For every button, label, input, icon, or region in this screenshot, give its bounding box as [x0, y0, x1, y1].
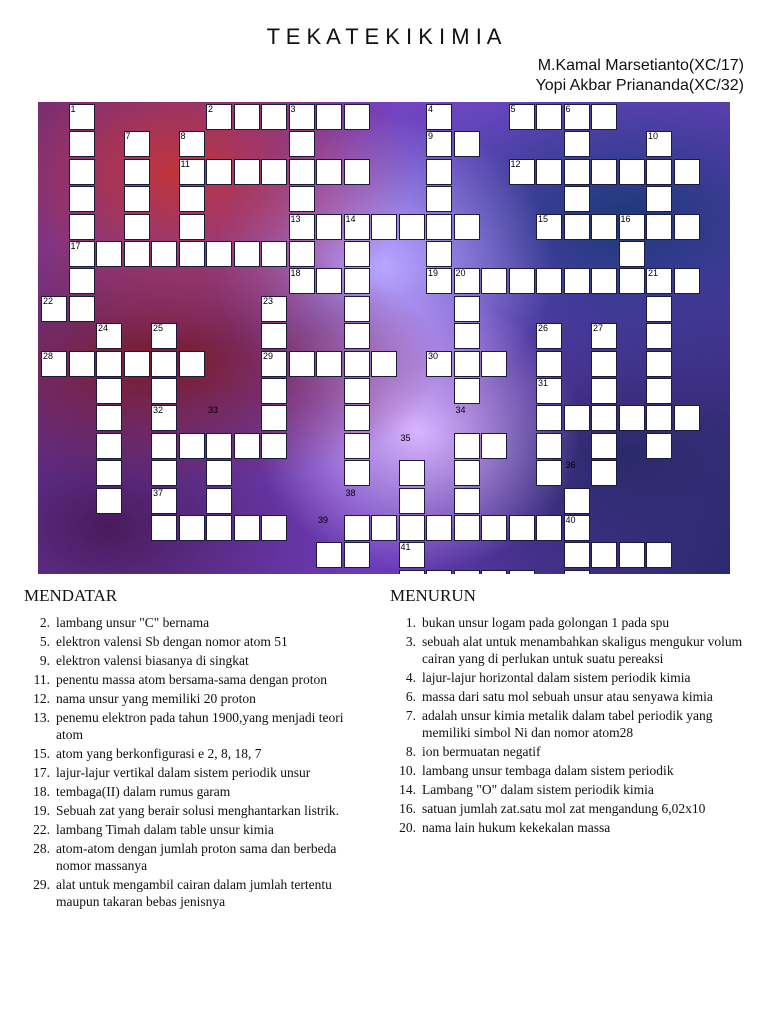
crossword-cell[interactable]	[509, 268, 535, 294]
crossword-cell[interactable]	[289, 159, 315, 185]
crossword-cell[interactable]	[646, 542, 672, 568]
crossword-cell[interactable]	[234, 104, 260, 130]
crossword-cell[interactable]	[426, 186, 452, 212]
authors	[536, 56, 744, 96]
crossword-cell[interactable]	[646, 186, 672, 212]
clue-number: 36	[565, 460, 576, 471]
clue-number: 10	[648, 131, 659, 142]
clue-text: atom yang berkonfigurasi e 2, 8, 18, 7	[56, 746, 262, 761]
crossword-cell[interactable]	[591, 351, 617, 377]
crossword-cell[interactable]	[96, 241, 122, 267]
clue-number: 29.	[33, 877, 50, 892]
crossword-cell[interactable]	[69, 296, 95, 322]
clue-text: lambang unsur "C" bernama	[56, 615, 210, 630]
crossword-cell[interactable]	[151, 515, 177, 541]
clue-number: 15	[538, 213, 549, 224]
crossword-cell[interactable]	[206, 488, 232, 514]
down-clue	[390, 800, 750, 817]
crossword-cell[interactable]	[151, 460, 177, 486]
clue-text: nama lain hukum kekekalan massa	[422, 820, 611, 835]
clue-number: 12	[510, 158, 521, 169]
crossword-cell[interactable]	[179, 241, 205, 267]
crossword-cell[interactable]	[344, 433, 370, 459]
down-clue	[390, 614, 750, 631]
crossword-cell[interactable]	[591, 405, 617, 431]
crossword-cell[interactable]	[536, 433, 562, 459]
clue-number: 1	[70, 104, 76, 114]
clue-text: Sebuah zat yang berair solusi menghantarkan listrik.	[56, 803, 340, 818]
across-clue	[24, 802, 364, 819]
across-clue	[24, 876, 364, 910]
across-clue	[24, 840, 364, 874]
clue-number: 11.	[33, 672, 50, 687]
crossword-cell[interactable]	[481, 433, 507, 459]
clue-number: 7.	[405, 708, 416, 723]
clue-number: 4.	[405, 670, 416, 685]
crossword-cell[interactable]	[69, 268, 95, 294]
crossword-cell[interactable]	[344, 241, 370, 267]
down-clue	[390, 743, 750, 760]
crossword-cell[interactable]	[206, 433, 232, 459]
clue-number: 20	[455, 268, 466, 279]
crossword-cell[interactable]	[261, 515, 287, 541]
crossword-cell[interactable]	[591, 214, 617, 240]
clue-text: lajur-lajur vertikal dalam sistem periodik unsur	[56, 765, 311, 780]
crossword-cell[interactable]	[591, 378, 617, 404]
crossword-cell[interactable]	[344, 268, 370, 294]
clue-number: 22	[43, 295, 54, 306]
clue-text: alat untuk mengambil cairan dalam jumlah tertentu maupun takaran bebas jenisnya	[56, 877, 332, 909]
crossword-cell[interactable]	[344, 296, 370, 322]
crossword-cell[interactable]	[371, 515, 397, 541]
crossword-cell[interactable]	[509, 570, 535, 574]
crossword-cell[interactable]	[151, 433, 177, 459]
crossword-cell[interactable]	[591, 159, 617, 185]
crossword-cell[interactable]	[344, 351, 370, 377]
crossword-cell[interactable]	[399, 488, 425, 514]
clue-text: bukan unsur logam pada golongan 1 pada spu	[422, 615, 670, 630]
clue-number: 37	[153, 487, 164, 498]
crossword-cell[interactable]	[69, 214, 95, 240]
across-heading: MENDATAR	[24, 586, 118, 605]
crossword-cell[interactable]	[344, 405, 370, 431]
down-clue	[390, 819, 750, 836]
crossword-cell[interactable]	[454, 433, 480, 459]
crossword-cell[interactable]	[179, 186, 205, 212]
crossword-cell[interactable]	[646, 378, 672, 404]
crossword-cell[interactable]	[261, 433, 287, 459]
clue-number: 9	[428, 131, 434, 142]
down-clue	[390, 781, 750, 798]
crossword-cell[interactable]	[289, 351, 315, 377]
clue-number: 2.	[39, 615, 50, 630]
crossword-cell[interactable]	[536, 405, 562, 431]
clue-number: 41	[400, 542, 411, 553]
crossword-cell[interactable]	[564, 488, 590, 514]
crossword-cell[interactable]	[564, 268, 590, 294]
crossword-cell[interactable]	[674, 405, 700, 431]
crossword-cell[interactable]	[426, 515, 452, 541]
clue-number: 2	[208, 104, 214, 114]
crossword-cell[interactable]	[591, 542, 617, 568]
clue-number: 17	[70, 241, 81, 251]
clue-number: 27	[593, 323, 604, 334]
crossword-cell[interactable]	[426, 570, 452, 574]
across-clues	[24, 586, 364, 912]
crossword-cell[interactable]	[344, 323, 370, 349]
clue-text: lajur-lajur horizontal dalam sistem periodik kimia	[422, 670, 691, 685]
crossword-cell[interactable]	[344, 515, 370, 541]
crossword-grid	[38, 102, 730, 574]
crossword-cell[interactable]	[96, 378, 122, 404]
crossword-cell[interactable]	[481, 268, 507, 294]
crossword-cell[interactable]	[646, 405, 672, 431]
crossword-cell[interactable]	[261, 241, 287, 267]
crossword-cell[interactable]	[564, 131, 590, 157]
clue-text: tembaga(II) dalam rumus garam	[56, 784, 231, 799]
crossword-cell[interactable]	[344, 159, 370, 185]
clue-number: 39	[318, 515, 329, 525]
across-clue	[24, 614, 364, 631]
down-clue	[390, 633, 750, 667]
crossword-cell[interactable]	[261, 405, 287, 431]
crossword-cell[interactable]	[481, 570, 507, 574]
crossword-cell[interactable]	[426, 214, 452, 240]
across-clue	[24, 783, 364, 800]
crossword-cell[interactable]	[674, 159, 700, 185]
crossword-cell[interactable]	[426, 241, 452, 267]
clue-text: nama unsur yang memiliki 20 proton	[56, 691, 256, 706]
crossword-cell[interactable]	[619, 268, 645, 294]
clue-text: lambang unsur tembaga dalam sistem periodik	[422, 763, 674, 778]
crossword-cell[interactable]	[509, 515, 535, 541]
crossword-cell[interactable]	[591, 104, 617, 130]
across-clue	[24, 745, 364, 762]
clue-text: atom-atom dengan jumlah proton sama dan berbeda nomor massanya	[56, 841, 337, 873]
crossword-cell[interactable]	[646, 323, 672, 349]
crossword-cell[interactable]	[344, 378, 370, 404]
crossword-cell[interactable]	[234, 241, 260, 267]
clue-number: 8.	[405, 744, 416, 759]
crossword-cell[interactable]	[371, 351, 397, 377]
crossword-cell[interactable]	[124, 186, 150, 212]
crossword-cell[interactable]	[454, 460, 480, 486]
crossword-cell[interactable]	[399, 214, 425, 240]
down-clue	[390, 707, 750, 741]
clue-number: 17.	[33, 765, 50, 780]
crossword-cell[interactable]	[564, 405, 590, 431]
clue-number: 14.	[399, 782, 416, 797]
crossword-cell[interactable]	[536, 515, 562, 541]
clue-number: 32	[153, 405, 164, 416]
clue-number: 23	[263, 295, 274, 306]
down-clues	[390, 586, 750, 838]
clue-text: Lambang "O" dalam sistem periodik kimia	[422, 782, 654, 797]
crossword-cell[interactable]	[454, 323, 480, 349]
clue-number: 34	[455, 405, 466, 416]
crossword-cell[interactable]	[316, 542, 342, 568]
author-2: Yopi Akbar Priananda(XC/32)	[535, 77, 744, 94]
crossword-cell[interactable]	[206, 460, 232, 486]
crossword-cell[interactable]	[124, 159, 150, 185]
crossword-cell[interactable]	[261, 323, 287, 349]
crossword-cell[interactable]	[371, 214, 397, 240]
clue-number: 22.	[33, 822, 50, 837]
clue-number: 5	[510, 104, 516, 114]
clue-number: 25	[153, 323, 164, 334]
clue-text: massa dari satu mol sebuah unsur atau senyawa kimia	[422, 689, 713, 704]
crossword-cell[interactable]	[261, 159, 287, 185]
crossword-cell[interactable]	[289, 186, 315, 212]
clue-number: 18.	[33, 784, 50, 799]
crossword-cell[interactable]	[179, 351, 205, 377]
across-clue	[24, 633, 364, 650]
crossword-cell[interactable]	[481, 351, 507, 377]
crossword-cell[interactable]	[69, 159, 95, 185]
crossword-cell[interactable]	[564, 186, 590, 212]
crossword-cell[interactable]	[96, 351, 122, 377]
crossword-cell[interactable]	[426, 159, 452, 185]
clue-number: 13	[290, 213, 301, 224]
crossword-cell[interactable]	[206, 515, 232, 541]
clue-number: 29	[263, 350, 274, 361]
crossword-cell[interactable]	[564, 159, 590, 185]
clue-number: 12.	[33, 691, 50, 706]
crossword-cell[interactable]	[316, 159, 342, 185]
crossword-cell[interactable]	[454, 351, 480, 377]
crossword-cell[interactable]	[289, 241, 315, 267]
crossword-cell[interactable]	[564, 214, 590, 240]
clue-number: 13.	[33, 710, 50, 725]
page-title: T E K A T E K I K I M I A	[266, 24, 502, 49]
crossword-cell[interactable]	[344, 104, 370, 130]
clue-number: 24	[98, 323, 109, 334]
author-1: M.Kamal Marsetianto(XC/17)	[537, 57, 744, 74]
crossword-cell[interactable]	[564, 542, 590, 568]
crossword-cell[interactable]	[646, 214, 672, 240]
crossword-cell[interactable]	[96, 433, 122, 459]
crossword-cell[interactable]	[564, 570, 590, 574]
crossword-cell[interactable]	[316, 351, 342, 377]
clue-text: sebuah alat untuk menambahkan skaligus mengukur volum cairan yang di perlukan untuk suatu pereaksi	[422, 634, 743, 666]
crossword-cell[interactable]	[619, 159, 645, 185]
clue-number: 16	[620, 213, 631, 224]
clue-text: adalah unsur kimia metalik dalam tabel periodik yang memiliki simbol Ni dan nomor atom28	[422, 708, 713, 740]
crossword-cell[interactable]	[619, 542, 645, 568]
clue-number: 35	[400, 432, 411, 443]
crossword-cell[interactable]	[261, 104, 287, 130]
crossword-cell[interactable]	[344, 542, 370, 568]
crossword-cell[interactable]	[619, 241, 645, 267]
crossword-cell[interactable]	[344, 460, 370, 486]
clue-number: 7	[125, 131, 131, 142]
clue-number: 10.	[399, 763, 416, 778]
crossword-cell[interactable]	[536, 268, 562, 294]
crossword-cell[interactable]	[151, 378, 177, 404]
clue-number: 30	[428, 350, 439, 361]
crossword-cell[interactable]	[179, 433, 205, 459]
crossword-cell[interactable]	[619, 405, 645, 431]
clue-number: 8	[180, 131, 186, 142]
crossword-cell[interactable]	[96, 488, 122, 514]
crossword-cell[interactable]	[206, 241, 232, 267]
clue-text: ion bermuatan negatif	[422, 744, 541, 759]
clue-text: penemu elektron pada tahun 1900,yang menjadi teori atom	[56, 710, 344, 742]
clue-number: 5.	[39, 634, 50, 649]
crossword-cell[interactable]	[234, 433, 260, 459]
crossword-cell[interactable]	[96, 460, 122, 486]
crossword-cell[interactable]	[454, 488, 480, 514]
across-clue	[24, 764, 364, 781]
clue-number: 21	[648, 268, 659, 279]
crossword-cell[interactable]	[454, 131, 480, 157]
across-clue	[24, 821, 364, 838]
crossword-cell[interactable]	[69, 186, 95, 212]
clue-number: 31	[538, 378, 549, 388]
across-clue	[24, 671, 364, 688]
clue-number: 4	[428, 104, 434, 114]
clue-number: 40	[565, 515, 576, 525]
clue-number: 19	[428, 268, 439, 279]
crossword-cell[interactable]	[399, 515, 425, 541]
clue-number: 11	[180, 158, 190, 169]
crossword-cell[interactable]	[536, 460, 562, 486]
crossword-cell[interactable]	[316, 214, 342, 240]
crossword-cell[interactable]	[234, 515, 260, 541]
crossword-cell[interactable]	[289, 131, 315, 157]
crossword-cell[interactable]	[646, 296, 672, 322]
crossword-cell[interactable]	[454, 296, 480, 322]
clue-text: penentu massa atom bersama-sama dengan proton	[56, 672, 328, 687]
clue-number: 15.	[33, 746, 50, 761]
down-heading: MENURUN	[390, 586, 476, 605]
crossword-cell[interactable]	[399, 570, 425, 574]
crossword-cell[interactable]	[179, 515, 205, 541]
across-clue	[24, 709, 364, 743]
crossword-cell[interactable]	[206, 159, 232, 185]
clue-text: lambang Timah dalam table unsur kimia	[56, 822, 274, 837]
crossword-cell[interactable]	[179, 214, 205, 240]
clue-number: 18	[290, 268, 301, 279]
clue-text: elektron valensi Sb dengan nomor atom 51	[56, 634, 288, 649]
crossword-cell[interactable]	[646, 351, 672, 377]
crossword-cell[interactable]	[234, 159, 260, 185]
crossword-cell[interactable]	[454, 515, 480, 541]
down-clue	[390, 762, 750, 779]
clue-text: elektron valensi biasanya di singkat	[56, 653, 249, 668]
clue-number: 33	[208, 405, 219, 416]
clue-number: 6	[565, 104, 571, 114]
crossword-cell[interactable]	[591, 460, 617, 486]
clue-number: 14	[345, 213, 356, 224]
clue-number: 6.	[405, 689, 416, 704]
crossword-cell[interactable]	[124, 214, 150, 240]
down-clue	[390, 669, 750, 686]
clue-number: 9.	[39, 653, 50, 668]
crossword-cell[interactable]	[646, 433, 672, 459]
clue-number: 28	[43, 350, 54, 361]
crossword-cell[interactable]	[454, 214, 480, 240]
crossword-cell[interactable]	[261, 378, 287, 404]
crossword-cell[interactable]	[69, 351, 95, 377]
crossword-cell[interactable]	[124, 241, 150, 267]
clue-text: satuan jumlah zat.satu mol zat mengandung 6,02x10	[422, 801, 706, 816]
crossword-cell[interactable]	[151, 351, 177, 377]
crossword-cell[interactable]	[591, 268, 617, 294]
crossword-cell[interactable]	[151, 241, 177, 267]
crossword-cell[interactable]	[536, 159, 562, 185]
clue-number: 19.	[33, 803, 50, 818]
clue-number: 28.	[33, 841, 50, 856]
down-clue	[390, 688, 750, 705]
crossword-cell[interactable]	[674, 268, 700, 294]
crossword-cell[interactable]	[536, 104, 562, 130]
crossword-cell[interactable]	[399, 460, 425, 486]
clue-number: 1.	[405, 615, 416, 630]
crossword-cell[interactable]	[454, 570, 480, 574]
crossword-cell[interactable]	[96, 405, 122, 431]
crossword-cell[interactable]	[536, 351, 562, 377]
clue-number: 16.	[399, 801, 416, 816]
crossword-cell[interactable]	[316, 104, 342, 130]
clue-number: 20.	[399, 820, 416, 835]
crossword-cell[interactable]	[69, 131, 95, 157]
crossword-cell[interactable]	[481, 515, 507, 541]
crossword-cell[interactable]	[591, 433, 617, 459]
crossword-cell[interactable]	[316, 268, 342, 294]
crossword-cell[interactable]	[674, 214, 700, 240]
clue-number: 38	[345, 487, 356, 498]
clue-number: 3.	[405, 634, 416, 649]
across-clue	[24, 690, 364, 707]
crossword-cell[interactable]	[646, 159, 672, 185]
clue-number: 3	[290, 104, 296, 114]
across-clue	[24, 652, 364, 669]
crossword-cell[interactable]	[124, 351, 150, 377]
clue-number: 26	[538, 323, 549, 334]
crossword-cell[interactable]	[454, 378, 480, 404]
